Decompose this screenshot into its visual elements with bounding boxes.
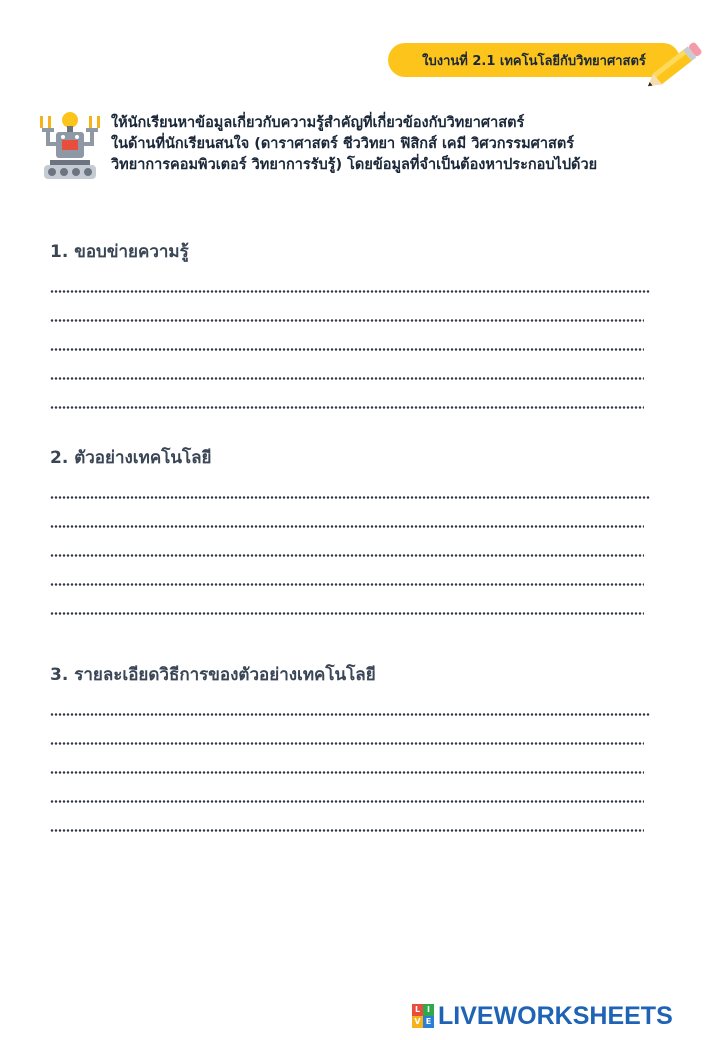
worksheet-title-pill (388, 43, 680, 77)
section-title: 2. ตัวอย่างเทคโนโลยี (50, 448, 212, 468)
section-knowledge-scope (50, 238, 660, 418)
section-title: 1. ขอบข่ายความรู้ (50, 242, 189, 262)
answer-line[interactable] (50, 566, 660, 595)
liveworksheets-logo (412, 1000, 673, 1032)
answer-line[interactable] (50, 595, 660, 624)
answer-line[interactable] (50, 783, 660, 812)
instruction-line: วิทยาการคอมพิวเตอร์ วิทยาการรับรู้) โดยข้อมูลที่จำเป็นต้องหาประกอบไปด้วย (111, 157, 598, 173)
pencil-icon (640, 38, 706, 98)
section-title: 3. รายละเอียดวิธีการของตัวอย่างเทคโนโลยี (50, 665, 376, 685)
instructions (111, 113, 671, 176)
worksheet-title: ใบงานที่ 2.1 เทคโนโลยีกับวิทยาศาสตร์ (422, 53, 646, 69)
answer-line[interactable] (50, 302, 660, 331)
logo-text: LIVEWORKSHEETS (438, 1001, 673, 1030)
answer-line[interactable] (50, 754, 660, 783)
answer-line[interactable] (50, 360, 660, 389)
logo-mark-icon: L I V E (412, 1004, 434, 1028)
answer-line[interactable] (50, 696, 660, 725)
instruction-line: ให้นักเรียนหาข้อมูลเกี่ยวกับความรู้สำคัญที่เกี่ยวข้องกับวิทยาศาสตร์ (111, 115, 525, 131)
robot-icon (36, 108, 104, 182)
answer-line[interactable] (50, 479, 660, 508)
answer-line[interactable] (50, 508, 660, 537)
answer-line[interactable] (50, 273, 660, 302)
answer-line[interactable] (50, 725, 660, 754)
answer-line[interactable] (50, 331, 660, 360)
answer-line[interactable] (50, 389, 660, 418)
answer-line[interactable] (50, 537, 660, 566)
section-technology-method-details (50, 661, 660, 841)
answer-line[interactable] (50, 812, 660, 841)
instruction-line: ในด้านที่นักเรียนสนใจ (ดาราศาสตร์ ชีววิทยา ฟิสิกส์ เคมี วิศวกรรมศาสตร์ (111, 136, 575, 152)
section-technology-examples (50, 444, 660, 624)
